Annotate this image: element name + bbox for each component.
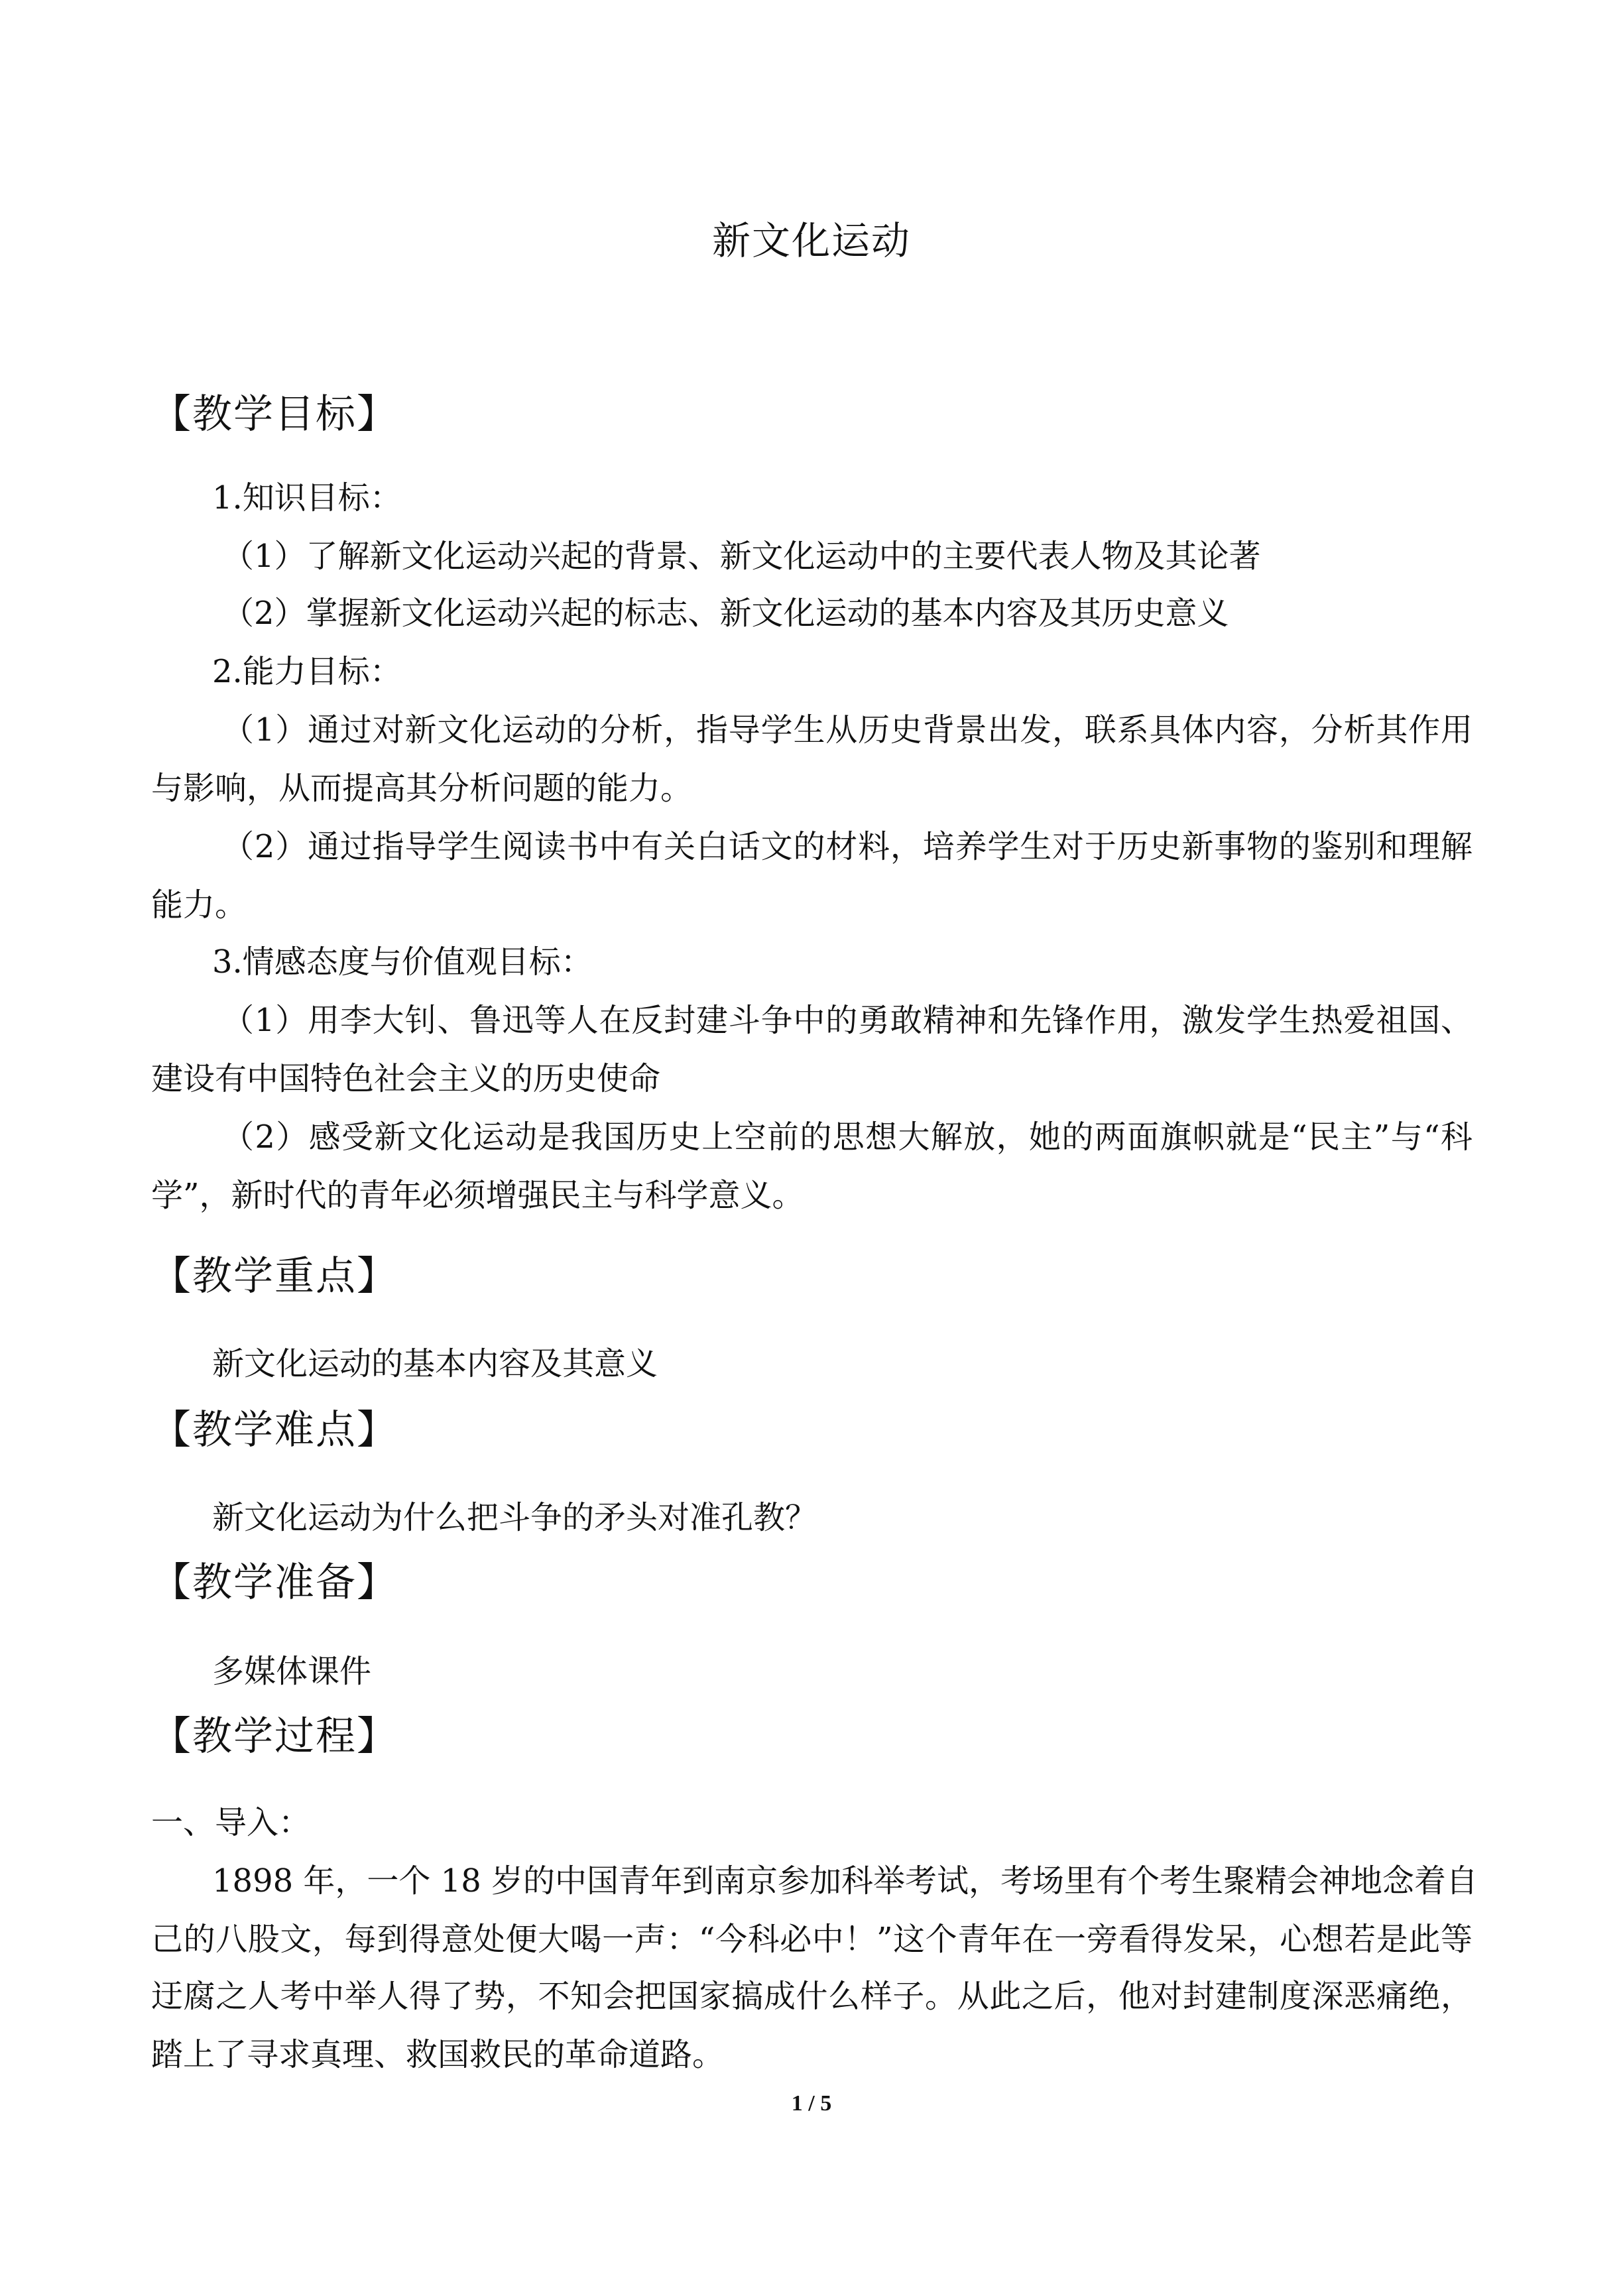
knowledge-goal-label: 1.知识目标： <box>212 479 402 516</box>
emotion-goal-item-2-line-1: （2）感受新文化运动是我国历史上空前的思想大解放，她的两面旗帜就是“民主”与“科 <box>222 1118 1473 1156</box>
intro-paragraph-line-1: 1898 年，一个 18 岁的中国青年到南京参加科举考试，考场里有个考生聚精会神地念着自 <box>212 1862 1478 1900</box>
key-points-text: 新文化运动的基本内容及其意义 <box>212 1345 658 1382</box>
knowledge-goal-item-1: （1）了解新文化运动兴起的背景、新文化运动中的主要代表人物及其论著 <box>222 538 1261 575</box>
heading-difficulties: 【教学难点】 <box>151 1407 398 1453</box>
intro-paragraph-line-3: 迂腐之人考中举人得了势，不知会把国家搞成什么样子。从此之后，他对封建制度深恶痛绝， <box>151 1978 1473 2015</box>
emotion-goal-item-2-line-2: 学”，新时代的青年必须增强民主与科学意义。 <box>151 1177 804 1214</box>
emotion-goal-item-1-line-2: 建设有中国特色社会主义的历史使命 <box>151 1060 661 1097</box>
page-number: 1 / 5 <box>791 2091 832 2116</box>
heading-preparation: 【教学准备】 <box>151 1559 398 1606</box>
page-title: 新文化运动 <box>711 218 911 263</box>
knowledge-goal-item-2: （2）掌握新文化运动兴起的标志、新文化运动的基本内容及其历史意义 <box>222 595 1229 632</box>
ability-goal-item-2-line-2: 能力。 <box>151 886 247 924</box>
ability-goal-item-1-line-1: （1）通过对新文化运动的分析，指导学生从历史背景出发，联系具体内容，分析其作用 <box>222 711 1473 749</box>
preparation-text: 多媒体课件 <box>212 1653 372 1690</box>
ability-goal-label: 2.能力目标： <box>212 653 402 690</box>
ability-goal-item-2-line-1: （2）通过指导学生阅读书中有关白话文的材料，培养学生对于历史新事物的鉴别和理解 <box>222 828 1473 865</box>
intro-paragraph-line-2: 己的八股文，每到得意处便大喝一声：“今科必中！”这个青年在一旁看得发呆，心想若是此等 <box>151 1921 1473 1958</box>
emotion-goal-item-1-line-1: （1）用李大钊、鲁迅等人在反封建斗争中的勇敢精神和先锋作用，激发学生热爱祖国、 <box>222 1002 1473 1039</box>
intro-paragraph-line-4: 踏上了寻求真理、救国救民的革命道路。 <box>151 2036 725 2073</box>
intro-label: 一、导入： <box>151 1804 311 1841</box>
heading-teaching-objectives: 【教学目标】 <box>151 391 398 438</box>
heading-teaching-process: 【教学过程】 <box>151 1713 398 1760</box>
ability-goal-item-1-line-2: 与影响，从而提高其分析问题的能力。 <box>151 770 693 807</box>
emotion-goal-label: 3.情感态度与价值观目标： <box>212 943 593 981</box>
difficulties-text: 新文化运动为什么把斗争的矛头对准孔教？ <box>212 1499 817 1536</box>
heading-key-points: 【教学重点】 <box>151 1253 398 1299</box>
